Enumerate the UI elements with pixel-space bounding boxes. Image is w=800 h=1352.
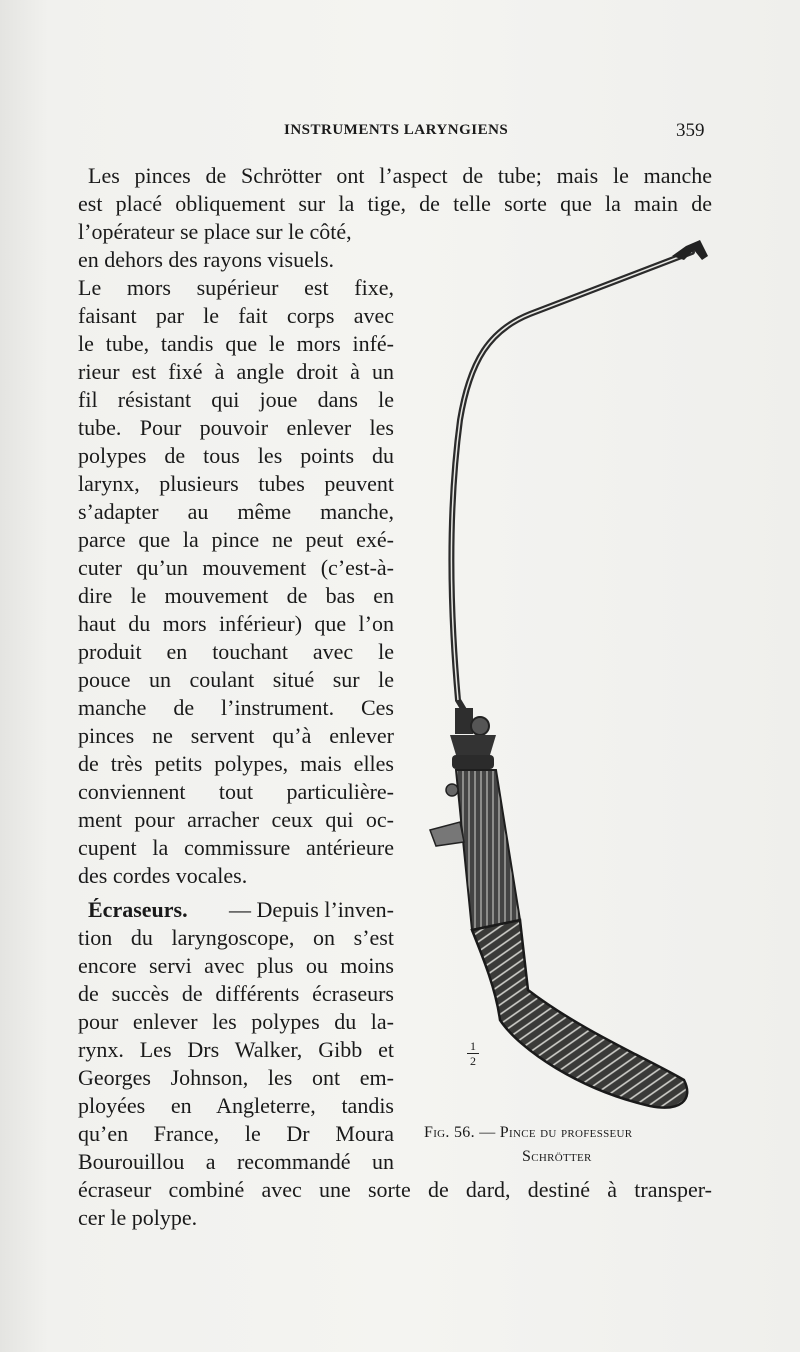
text-line: Georges Johnson, les ont em-	[78, 1065, 394, 1090]
text-line: cupent la commissure antérieure	[78, 835, 394, 860]
figure-caption-name: Schrötter	[522, 1148, 592, 1165]
scale-numerator: 1	[470, 1039, 476, 1053]
text-line: est placé obliquement sur la tige, de telle sorte que la main de	[78, 191, 712, 216]
text-line: s’adapter au même manche,	[78, 499, 394, 524]
text-line: des cordes vocales.	[78, 863, 248, 888]
text-line: larynx, plusieurs tubes peuvent	[78, 471, 394, 496]
text-line: dire le mouvement de bas en	[78, 583, 394, 608]
page-number: 359	[676, 120, 705, 141]
text-line: faisant par le fait corps avec	[78, 303, 394, 328]
text-line: en dehors des rayons visuels.	[78, 247, 335, 272]
text-line: — Depuis l’inven-	[229, 897, 394, 922]
page-header	[0, 122, 800, 144]
text-line: haut du mors inférieur) que l’on	[78, 611, 394, 636]
text-line: ment pour arracher ceux qui oc-	[78, 807, 394, 832]
text-line: l’opérateur se place sur le côté,	[78, 219, 352, 244]
figure-caption: Fig. 56. — Pince du professeur	[424, 1124, 633, 1141]
scale-denominator: 2	[470, 1054, 476, 1068]
text-line: pinces ne servent qu’à enlever	[78, 723, 394, 748]
text-line: le tube, tandis que le mors infé-	[78, 331, 394, 356]
text-line: tion du laryngoscope, on s’est	[78, 925, 394, 950]
text-line: cer le polype.	[78, 1205, 198, 1230]
text-line: conviennent tout particulière-	[78, 779, 394, 804]
text-line: polypes de tous les points du	[78, 443, 394, 468]
text-line: pour enlever les polypes du la-	[78, 1009, 394, 1034]
text-line: de succès de différents écraseurs	[78, 981, 394, 1006]
text-line: cuter qu’un mouvement (c’est-à-	[78, 555, 394, 580]
text-line: tube. Pour pouvoir enlever les	[78, 415, 394, 440]
text-line: pouce un coulant situé sur le	[78, 667, 394, 692]
text-line: rynx. Les Drs Walker, Gibb et	[78, 1037, 394, 1062]
text-line: Le mors supérieur est fixe,	[78, 275, 394, 300]
forceps-illustration	[400, 230, 720, 1120]
text-line: Bourouillou a recommandé un	[78, 1149, 394, 1174]
text-line: parce que la pince ne peut exé-	[78, 527, 394, 552]
section-first-line	[88, 896, 394, 924]
section-heading: Écraseurs.	[88, 897, 188, 922]
running-head: INSTRUMENTS LARYNGIENS	[284, 122, 509, 138]
text-line: fil résistant qui joue dans le	[78, 387, 394, 412]
text-line: qu’en France, le Dr Moura	[78, 1121, 394, 1146]
text-line: de très petits polypes, mais elles	[78, 751, 394, 776]
scale-fraction	[467, 1040, 479, 1067]
text-line: Les pinces de Schrötter ont l’aspect de tube; mais le manche	[88, 163, 712, 188]
text-line: rieur est fixé à angle droit à un	[78, 359, 394, 384]
text-line: encore servi avec plus ou moins	[78, 953, 394, 978]
text-line: ployées en Angleterre, tandis	[78, 1093, 394, 1118]
text-line: produit en touchant avec le	[78, 639, 394, 664]
text-line: manche de l’instrument. Ces	[78, 695, 394, 720]
text-line: écraseur combiné avec une sorte de dard, destiné à transper-	[78, 1177, 712, 1202]
